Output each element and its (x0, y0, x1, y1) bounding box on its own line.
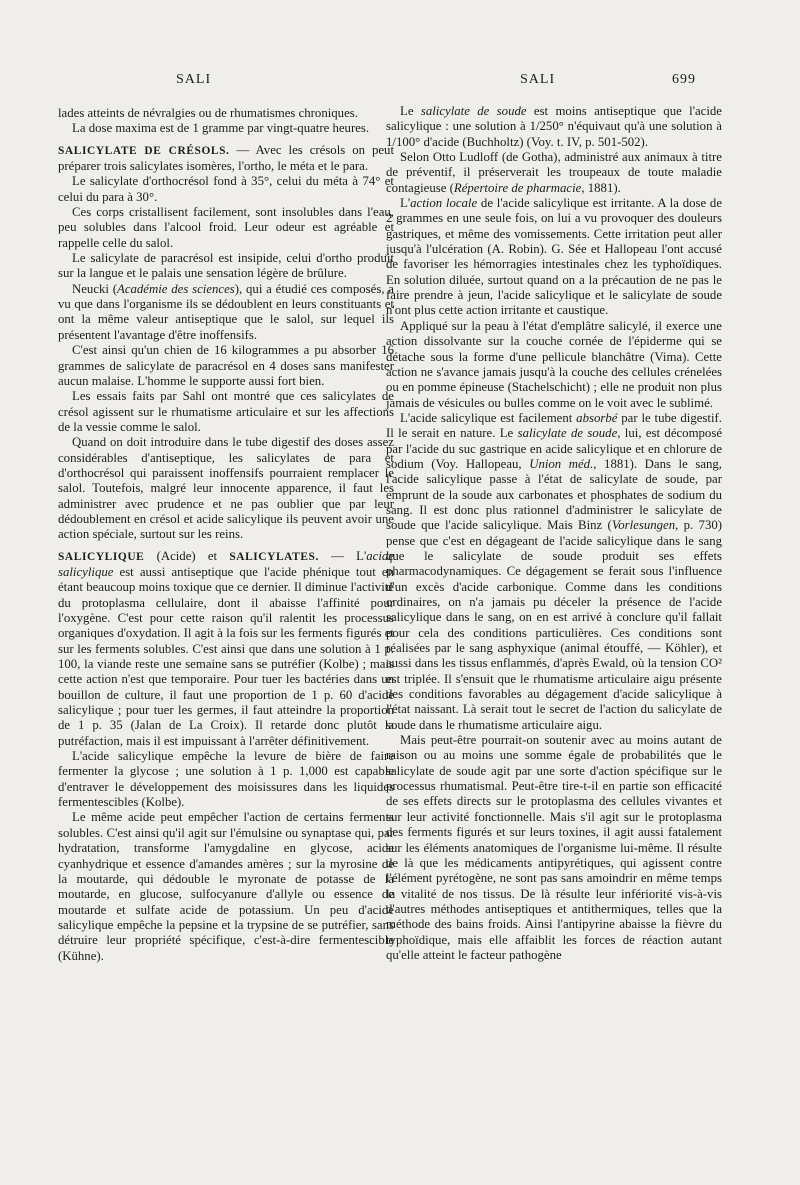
paragraph: L'acide salicylique est facilement absorbé par le tube digestif. Il le serait en nature. Le salicylate de soude, lui, est décomposé par l'acide du suc gastrique en acide salicylique et en chlorure de sodium (Voy. Hallopeau, Union méd., 1881). Dans le sang, l'acide salicylique passe à l'état de salicylate de soude, par emprunt de la soude aux carbonates et phosphates de sodium du sang. Il est donc plus rationnel d'administrer le salicylate de soude que l'acide salicylique. Mais Binz (Vorlesungen, p. 730) pense que c'est en dégageant de l'acide salicylique dans le sang que le salicylate de soude produit ses effets pharmacodynamiques. Ce dégagement se ferait sous l'influence d'un excès d'acide carbonique. Comme dans les conditions ordinaires, on n'a jamais pu déceler la présence de l'acide salicylique dans le sang, on en est arrivé à conclure qu'il fallait pour cela des conditions particulières. Ces conditions sont réalisées par le sang asphyxique (animal étouffé, — Köhler), et aussi dans les tissus enflammés, d'après Ewald, où la tension CO² est triplée. Il s'ensuit que le rhumatisme articulaire aigu présente des conditions favorables au dégagement d'acide salicylique à l'état naissant. Là serait tout le secret de l'action du salicylate de soude dans le rhumatisme articulaire aigu. (386, 410, 723, 732)
left-column (58, 106, 394, 964)
paragraph: La dose maxima est de 1 gramme par vingt-quatre heures. (72, 121, 370, 136)
paragraph: C'est ainsi qu'un chien de 16 kilogrammes a pu absorber 16 grammes de salicylate de paracrésol en 4 doses sans manifester aucun malaise. L'homme le supporte aussi fort bien. (58, 343, 394, 388)
paragraph: Le salicylate d'orthocrésol fond à 35°, celui du méta à 74° et celui du para à 30°. (58, 174, 394, 204)
right-column (386, 104, 722, 963)
section-salicylique: SALICYLIQUE (Acide) et SALICYLATES. — L'acide salicylique est aussi antiseptique que l'acide phénique tout en étant beaucoup moins toxique que ce dernier. Il diminue l'activité du protoplasma cellulaire, dont il abaisse l'affinité pour l'oxygène. C'est pour cette raison qu'il ralentit les processus organiques d'oxydation. Il agit à la fois sur les ferments figurés et sur les ferments solubles. C'est ainsi que dans une solution à 1 p. 100, la viande reste une semaine sans se putréfier (Kolbe) ; mais cette action n'est que temporaire. Pour tuer les bactéries dans un bouillon de culture, il faut une proportion de 1 p. 60 d'acide salicylique ; pour tuer les germes, il faut atteindre la proportion de 1 p. 35 (Jalan de La Croix). Il retarde donc plutôt la putréfaction, mais il est impuissant à l'arrêter définitivement. (58, 548, 394, 748)
paragraph: Le salicylate de paracrésol est insipide, celui d'ortho produit sur la langue et le palais une sensation légère de brûlure. (58, 251, 394, 281)
right-running-title: SALI (520, 72, 556, 87)
paragraph: Mais peut-être pourrait-on soutenir avec au moins autant de raison ou au moins une somme égale de probabilités que le salicylate de soude agit par une sorte d'action spécifique sur le processus rhumatismal. Peut-être tire-t-il en partie son efficacité de ses effets directs sur le protoplasma des cellules vivantes et sur leur activité fonctionnelle. Mais s'il agit sur le protoplasma des ferments figurés et sur leurs toxines, il agit aussi fatalement sur les éléments anatomiques de l'organisme lui-même. Il résulte de là que les médicaments antipyrétiques, qui agissent contre l'élément pyrétogène, ne sont pas sans amoindrir en même temps la vitalité de nos tissus. De là résulte leur infériorité vis-à-vis d'autres méthodes antiseptiques et antithermiques, telles que la méthode des bains froids. Ainsi l'antipyrine abaisse la fièvre du typhoïdique, mais elle affaiblit les forces de réaction autant qu'elle atteint le facteur pathogène (386, 733, 722, 962)
section-salicylate-de-cresols (58, 143, 394, 175)
paragraph: Le même acide peut empêcher l'action de certains ferments solubles. C'est ainsi qu'il agit sur l'émulsine ou synaptase qui, par hydratation, transforme l'amygdaline en glycose, acide cyanhydrique et essence d'amandes amères ; sur la myrosine de la moutarde, qui dédouble le myronate de potasse de la moutarde, en glucose, sulfocyanure d'allyle ou essence de moutarde et sulfate acide de potassium. Un peu d'acide salicylique empêche la pepsine et la trypsine de se putréfier, sans détruire leur propriété spécifique, c'est-à-dire fermentescible (Kühne). (58, 810, 394, 963)
paragraph: L'acide salicylique empêche la levure de bière de faire fermenter la glycose ; une solution à 1 p. 1,000 est capable d'entraver le développement des moisissures dans les liquides fermentescibles (Kolbe). (58, 749, 394, 810)
paragraph: Quand on doit introduire dans le tube digestif des doses assez considérables d'antiseptique, les salicylates de para et d'orthocrésol qui paraissent inoffensifs pourraient remplacer le salol. Toutefois, malgré leur innocente apparence, il faut les administrer avec prudence et ne pas oublier que par leur dédoublement en crésol et acide salicylique ils peuvent avoir une action spéciale, surtout sur les reins. (58, 435, 394, 542)
section-text: — Avec les crésols on peut préparer trois salicylates isomères, l'ortho, le méta et le para. (58, 142, 394, 174)
paragraph: Selon Otto Ludloff (de Gotha), administré aux animaux à titre de préventif, il préserverait les troupeaux de toute maladie contagieuse (Répertoire de pharmacie, 1881). (386, 150, 722, 195)
running-header (0, 72, 800, 94)
paragraph: Les essais faits par Sahl ont montré que ces salicylates de crésol agissent sur le rhumatisme articulaire et sur les affections de la vessie comme le salol. (58, 389, 394, 434)
paragraph: Ces corps cristallisent facilement, sont insolubles dans l'eau, peu solubles dans l'alcool froid. Leur odeur est agréable et rappelle celle du salol. (58, 205, 394, 250)
section-heading: SALICYLATE DE CRÉSOLS. (58, 144, 230, 157)
paragraph: Le salicylate de soude est moins antiseptique que l'acide salicylique : une solution à 1/250° n'équivaut qu'à une solution à 1/100° d'acide (Buchholtz) (Voy. t. IV, p. 501-502). (386, 104, 722, 149)
paragraph: Appliqué sur la peau à l'état d'emplâtre salicylé, il exerce une action dissolvante sur la couche cornée de l'épiderme qui se détache sous la forme d'une pellicule blanchâtre (Vima). Cette action ne s'avance jamais jusqu'à la couche des cellules crénelées ou en pomme épineuse (Stachelschicht) ; elle ne produit non plus jamais de vésicules ou bulles comme on le voit avec le sublimé. (386, 318, 722, 410)
section-heading: SALICYLATES. (229, 550, 319, 563)
paragraph: lades atteints de névralgies ou de rhumatismes chroniques. (58, 106, 358, 120)
paragraph: L'action locale de l'acide salicylique est irritante. A la dose de 2 grammes en une seule fois, on lui a vu provoquer des douleurs gastriques, et même des vomissements. Cette irritation peut aller jusqu'à l'ulcération (A. Robin). G. Sée et Hallopeau l'ont accusé de favoriser les hémorragies intestinales chez les typhoïdiques. En solution diluée, surtout quand on a la précaution de ne pas le faire prendre à jeun, l'acide salicylique et le salicylate de soude n'ont plus cette action irritante et caustique. (386, 196, 722, 318)
page-number: 699 (672, 72, 696, 87)
paragraph: Neucki (Académie des sciences), qui a étudié ces composés, a vu que dans l'organisme ils se dédoublent en leurs constituants et ont la même valeur antiseptique que le salol, sur lequel ils présentent l'avantage d'être inoffensifs. (58, 281, 394, 342)
left-running-title: SALI (176, 72, 212, 87)
section-heading: SALICYLIQUE (58, 550, 145, 563)
